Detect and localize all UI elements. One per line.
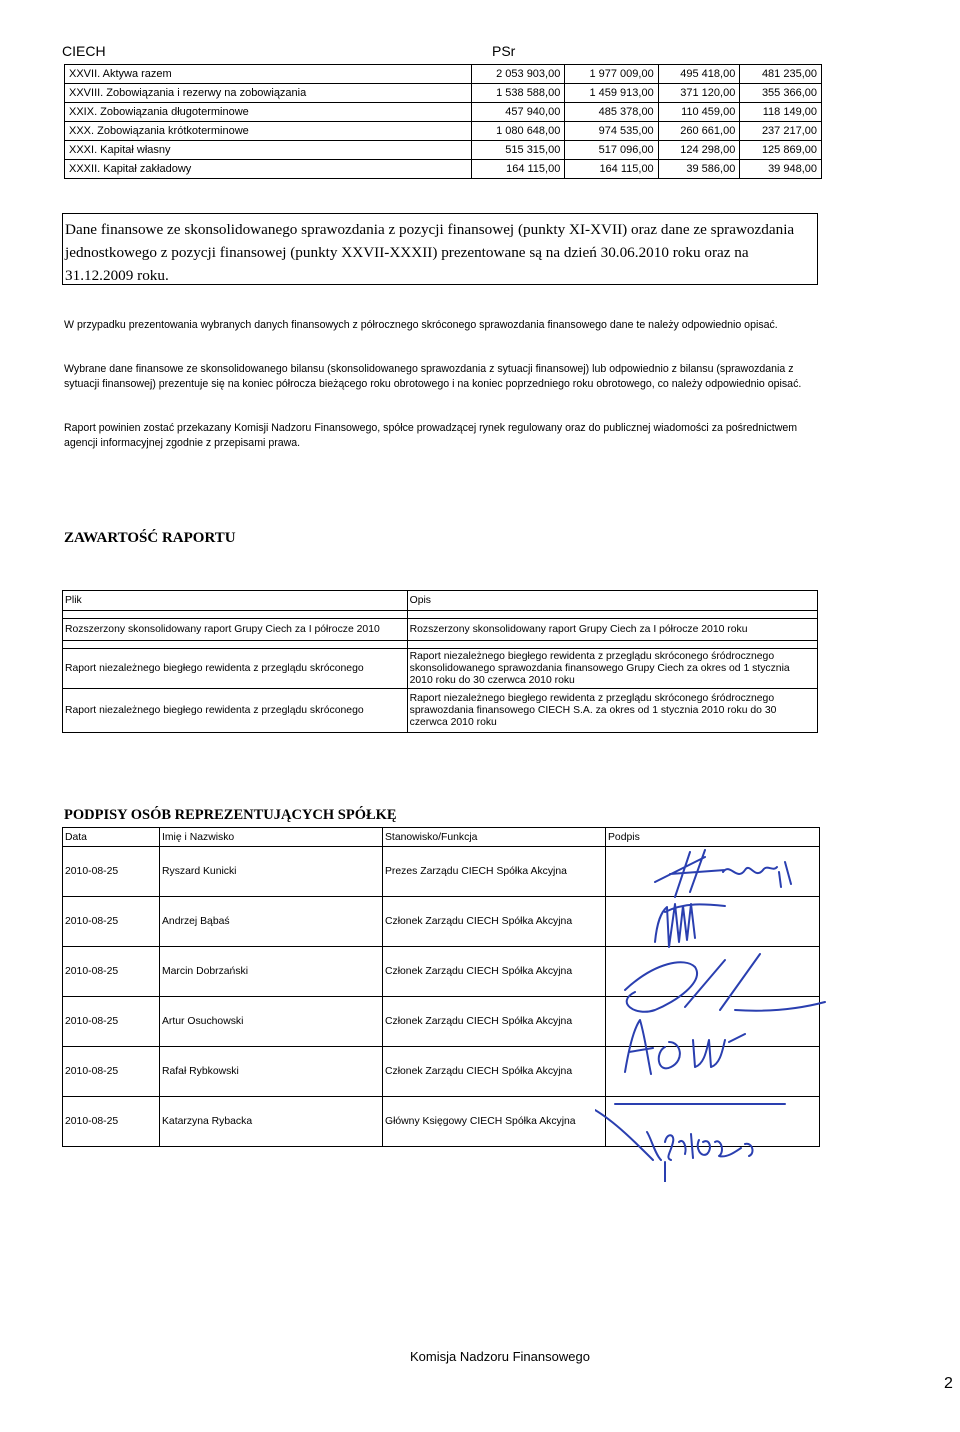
signature-stroke	[595, 1110, 752, 1160]
col-file-header: Plik	[63, 591, 408, 611]
file-link[interactable]: Rozszerzony skonsolidowany raport Grupy Ciech za I półrocze 2010	[63, 619, 408, 641]
value-cell: 164 115,00	[472, 160, 565, 179]
file-description: Raport niezależnego biegłego rewidenta z przeglądu skróconego śródrocznego sprawozdania finansowego CIECH S.A. za okres od 1 stycznia 2010 roku do 30 czerwca 2010 roku	[407, 689, 817, 733]
signer-name: Ryszard Kunicki	[160, 847, 383, 897]
col-sign-header: Podpis	[606, 828, 820, 847]
signer-name: Marcin Dobrzański	[160, 947, 383, 997]
value-cell: 481 235,00	[740, 65, 822, 84]
value-cell: 371 120,00	[658, 84, 740, 103]
value-cell: 1 459 913,00	[565, 84, 658, 103]
col-date-header: Data	[63, 828, 160, 847]
signer-role: Członek Zarządu CIECH Spółka Akcyjna	[383, 947, 606, 997]
signature-stroke	[655, 850, 791, 897]
table-row[interactable]	[63, 649, 818, 689]
sign-date: 2010-08-25	[63, 847, 160, 897]
table-row	[65, 65, 822, 84]
sign-date: 2010-08-25	[63, 1097, 160, 1147]
row-label: XXVIII. Zobowiązania i rezerwy na zobowiązania	[65, 84, 472, 103]
handwritten-signatures	[595, 842, 835, 1182]
signer-role: Członek Zarządu CIECH Spółka Akcyjna	[383, 897, 606, 947]
signer-role: Członek Zarządu CIECH Spółka Akcyjna	[383, 997, 606, 1047]
signer-name: Katarzyna Rybacka	[160, 1097, 383, 1147]
table-header-row	[63, 591, 818, 611]
file-description: Rozszerzony skonsolidowany raport Grupy Ciech za I półrocze 2010 roku	[407, 619, 817, 641]
sign-date: 2010-08-25	[63, 997, 160, 1047]
value-cell: 515 315,00	[472, 141, 565, 160]
spacer-row	[63, 611, 818, 619]
value-cell: 39 948,00	[740, 160, 822, 179]
contents-title: ZAWARTOŚĆ RAPORTU	[64, 530, 236, 546]
paragraph-presentation-note: W przypadku prezentowania wybranych danych finansowych z półrocznego skróconego sprawozdania finansowego dane te należy odpowiednio opisać.	[64, 319, 778, 331]
spacer-row	[63, 641, 818, 649]
value-cell: 355 366,00	[740, 84, 822, 103]
signature-stroke	[655, 904, 725, 947]
value-cell: 164 115,00	[565, 160, 658, 179]
form-code: PSr	[492, 43, 516, 59]
row-label: XXX. Zobowiązania krótkoterminowe	[65, 122, 472, 141]
sign-date: 2010-08-25	[63, 1047, 160, 1097]
value-cell: 974 535,00	[565, 122, 658, 141]
col-desc-header: Opis	[407, 591, 817, 611]
signer-role: Główny Księgowy CIECH Spółka Akcyjna	[383, 1097, 606, 1147]
table-row	[65, 122, 822, 141]
paragraph-submission-note: Raport powinien zostać przekazany Komisji Nadzoru Finansowego, spółce prowadzącej rynek regulowany oraz do publicznej wiadomości za pośrednictwem agencji informacyjnej zgodnie z przepisami prawa.	[64, 422, 798, 449]
file-link[interactable]: Raport niezależnego biegłego rewidenta z przeglądu skróconego	[63, 649, 408, 689]
table-row	[65, 84, 822, 103]
value-cell: 495 418,00	[658, 65, 740, 84]
signatures-title: PODPISY OSÓB REPREZENTUJĄCYCH SPÓŁKĘ	[64, 807, 397, 823]
signer-role: Prezes Zarządu CIECH Spółka Akcyjna	[383, 847, 606, 897]
col-name-header: Imię i Nazwisko	[160, 828, 383, 847]
sign-date: 2010-08-25	[63, 947, 160, 997]
row-label: XXXI. Kapitał własny	[65, 141, 472, 160]
row-label: XXXII. Kapitał zakładowy	[65, 160, 472, 179]
paragraph-balance-note: Wybrane dane finansowe ze skonsolidowanego bilansu (skonsolidowanego sprawozdania z sytuacji finansowej) lub odpowiednio z bilansu (sprawozdania z sytuacji finansowej) prezentuje się na koniec półrocza bieżącego roku obrotowego i na koniec poprzedniego roku obrotowego, co należy odpowiednio opisać.	[64, 363, 802, 390]
value-cell: 457 940,00	[472, 103, 565, 122]
value-cell: 39 586,00	[658, 160, 740, 179]
value-cell: 1 538 588,00	[472, 84, 565, 103]
signature-stroke	[625, 1020, 745, 1074]
value-cell: 118 149,00	[740, 103, 822, 122]
signer-role: Członek Zarządu CIECH Spółka Akcyjna	[383, 1047, 606, 1097]
table-row	[65, 160, 822, 179]
value-cell: 517 096,00	[565, 141, 658, 160]
value-cell: 2 053 903,00	[472, 65, 565, 84]
footer-label: Komisja Nadzoru Finansowego	[410, 1349, 590, 1364]
signer-name: Rafał Rybkowski	[160, 1047, 383, 1097]
value-cell: 124 298,00	[658, 141, 740, 160]
value-cell: 237 217,00	[740, 122, 822, 141]
value-cell: 260 661,00	[658, 122, 740, 141]
files-table	[62, 590, 818, 733]
table-row	[65, 141, 822, 160]
signer-name: Andrzej Bąbaś	[160, 897, 383, 947]
data-note-box: Dane finansowe ze skonsolidowanego sprawozdania z pozycji finansowej (punkty XI-XVII) oraz dane ze sprawozdania jednostkowego z pozycji finansowej (punkty XXVII-XXXII) prezentowane są na dzień 30.06.2010 roku oraz na 31.12.2009 roku.	[62, 213, 818, 285]
sign-date: 2010-08-25	[63, 897, 160, 947]
signature-stroke	[625, 954, 825, 1012]
value-cell: 485 378,00	[565, 103, 658, 122]
value-cell: 125 869,00	[740, 141, 822, 160]
file-link[interactable]: Raport niezależnego biegłego rewidenta z przeglądu skróconego	[63, 689, 408, 733]
table-row	[65, 103, 822, 122]
page-number: 2	[944, 1375, 953, 1392]
value-cell: 1 977 009,00	[565, 65, 658, 84]
file-description: Raport niezależnego biegłego rewidenta z przeglądu skróconego śródrocznego skonsolidowanego sprawozdania finansowego Grupy Ciech za okres od 1 stycznia 2010 roku do 30 czerwca 2010 roku	[407, 649, 817, 689]
row-label: XXIX. Zobowiązania długoterminowe	[65, 103, 472, 122]
value-cell: 110 459,00	[658, 103, 740, 122]
value-cell: 1 080 648,00	[472, 122, 565, 141]
table-row[interactable]	[63, 619, 818, 641]
signer-name: Artur Osuchowski	[160, 997, 383, 1047]
row-label: XXVII. Aktywa razem	[65, 65, 472, 84]
col-role-header: Stanowisko/Funkcja	[383, 828, 606, 847]
company-name: CIECH	[62, 43, 106, 59]
financial-table	[64, 64, 822, 179]
table-row[interactable]	[63, 689, 818, 733]
